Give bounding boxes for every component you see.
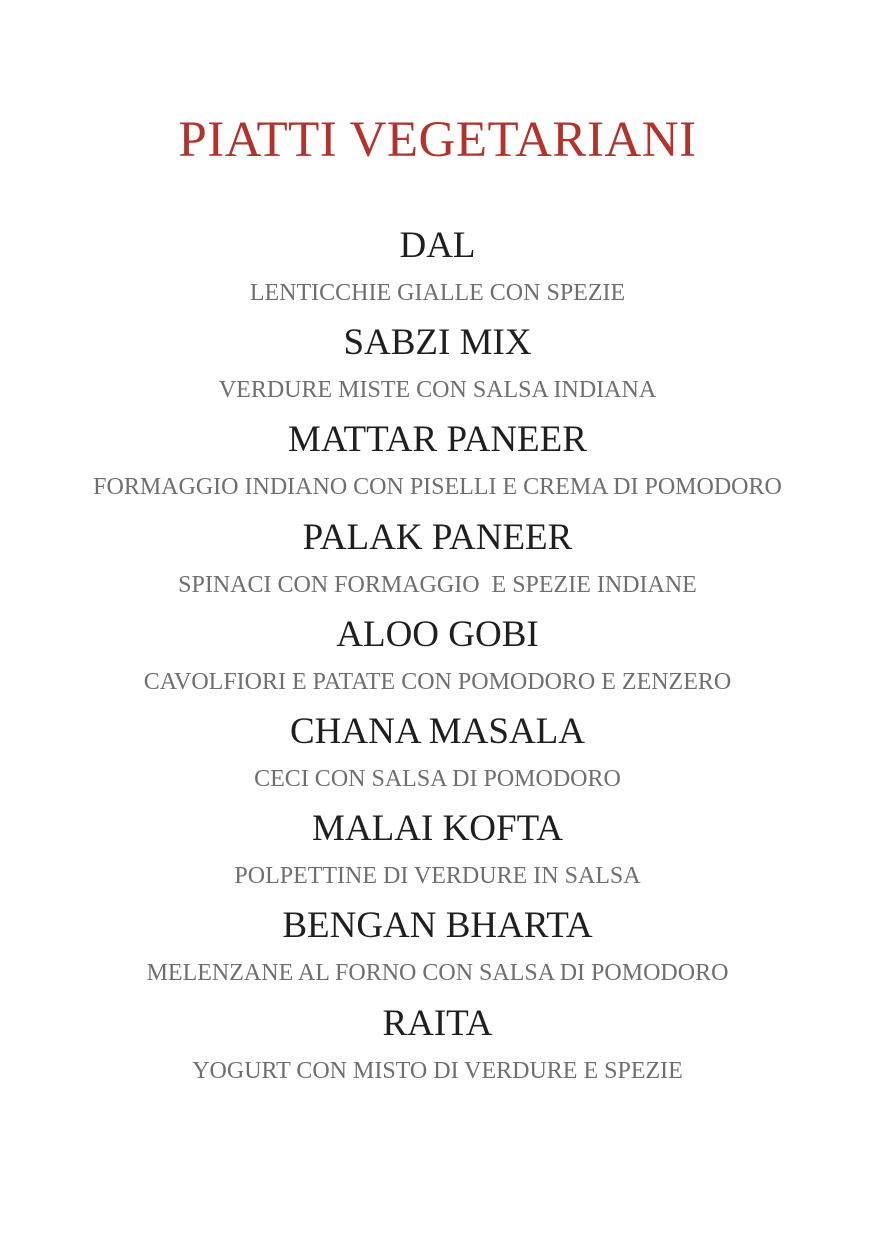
- dish-description: VERDURE MISTE CON SALSA INDIANA: [218, 377, 657, 404]
- menu-title: PIATTI VEGETARIANI: [178, 112, 697, 168]
- dish-name: BENGAN BHARTA: [282, 905, 593, 947]
- dish-description: POLPETTINE DI VERDURE IN SALSA: [234, 863, 641, 890]
- dish-name: SABZI MIX: [343, 322, 532, 364]
- dish-description: YOGURT CON MISTO DI VERDURE E SPEZIE: [192, 1057, 683, 1084]
- dish-description: LENTICCHIE GIALLE CON SPEZIE: [249, 280, 626, 306]
- dish-item: [0, 901, 875, 998]
- dish-name: RAITA: [382, 1002, 493, 1044]
- dish-item: [0, 415, 875, 512]
- dish-description: CECI CON SALSA DI POMODORO: [254, 765, 621, 792]
- dish-description: SPINACI CON FORMAGGIO E SPEZIE INDIANE: [178, 571, 697, 598]
- dish-item: [0, 610, 875, 707]
- dish-item: [0, 999, 875, 1096]
- dish-name: MATTAR PANEER: [288, 419, 587, 461]
- dish-name: ALOO GOBI: [336, 613, 539, 655]
- dish-name: CHANA MASALA: [289, 710, 585, 752]
- dish-name: MALAI KOFTA: [312, 808, 563, 850]
- dish-item: [0, 707, 875, 804]
- dish-description: MELENZANE AL FORNO CON SALSA DI POMODORO: [146, 960, 729, 987]
- dish-item: [0, 221, 875, 318]
- dish-item: [0, 513, 875, 610]
- dish-name: PALAK PANEER: [302, 516, 573, 558]
- dish-description: CAVOLFIORI E PATATE CON POMODORO E ZENZERO: [143, 668, 732, 695]
- dish-list: [0, 221, 875, 1096]
- dish-description: FORMAGGIO INDIANO CON PISELLI E CREMA DI POMODORO: [93, 474, 782, 501]
- dish-name: DAL: [399, 225, 476, 266]
- dish-item: [0, 804, 875, 901]
- dish-item: [0, 318, 875, 415]
